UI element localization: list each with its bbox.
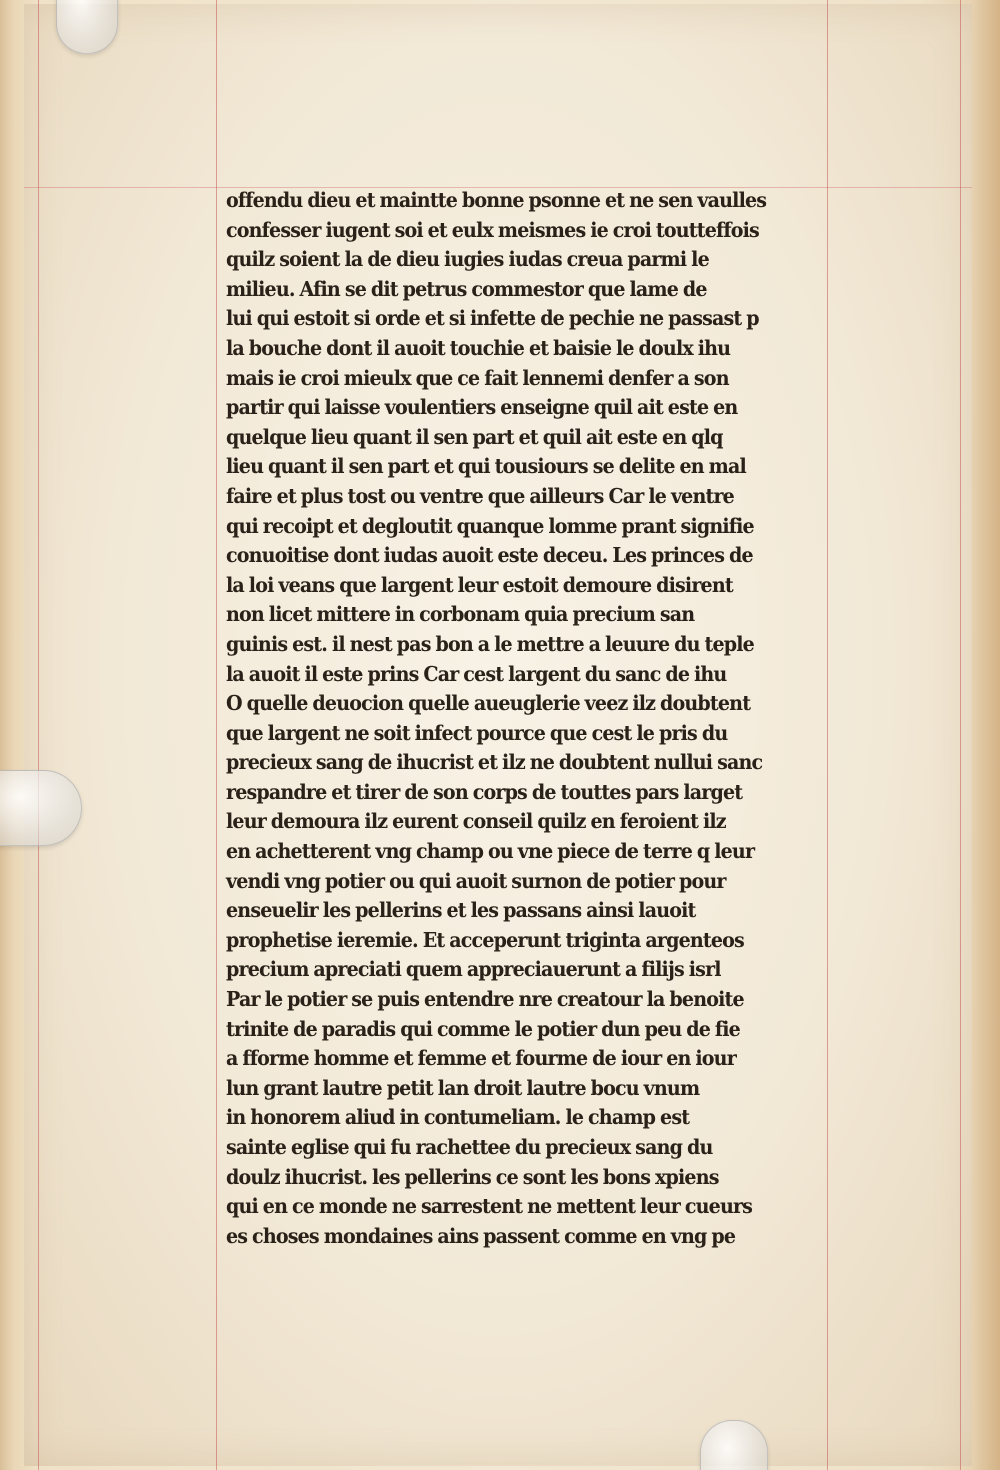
text-line: la auoit il este prins Car cest largent du sanc de ihu: [226, 661, 727, 686]
page-edge: [970, 0, 1000, 1470]
text-line: lui qui estoit si orde et si infette de pechie ne passast p: [226, 306, 759, 331]
ruling-line: [216, 0, 217, 1470]
text-line: conuoitise dont iudas auoit este deceu. Les princes de: [226, 543, 753, 568]
text-line: faire et plus tost ou ventre que ailleurs Car le ventre: [226, 483, 734, 508]
text-line: in honorem aliud in contumeliam. le champ est: [226, 1105, 690, 1130]
text-line: mais ie croi mieulx que ce fait lennemi denfer a son: [226, 365, 729, 390]
text-line: vendi vng potier ou qui auoit surnon de potier pour: [226, 868, 726, 893]
text-line: qui recoipt et degloutit quanque lomme prant signifie: [226, 513, 754, 538]
text-line: que largent ne soit infect pource que cest le pris du: [226, 720, 728, 745]
ruling-line: [960, 0, 961, 1470]
text-line: confesser iugent soi et eulx meismes ie croi toutteffois: [226, 217, 759, 242]
text-line: milieu. Afin se dit petrus commestor que lame de: [226, 276, 707, 301]
text-line: offendu dieu et maintte bonne psonne et ne sen vaulles: [226, 188, 767, 212]
text-line: en achetterent vng champ ou vne piece de terre q leur: [226, 839, 755, 864]
text-line: respandre et tirer de son corps de touttes pars larget: [226, 779, 743, 804]
text-line: doulz ihucrist. les pellerins ce sont les bons xpiens: [226, 1164, 719, 1189]
text-line: leur demoura ilz eurent conseil quilz en feroient ilz: [226, 809, 726, 834]
text-line: guinis est. il nest pas bon a le mettre a leuure du teple: [226, 631, 754, 656]
text-line: non licet mittere in corbonam quia precium san: [226, 602, 695, 627]
text-line: enseuelir les pellerins et les passans ainsi lauoit: [226, 898, 696, 923]
text-line: O quelle deuocion quelle aueuglerie veez ilz doubtent: [226, 691, 751, 716]
text-line: qui en ce monde ne sarrestent ne mettent leur cueurs: [226, 1194, 753, 1219]
text-line: partir qui laisse voulentiers enseigne quil ait este en: [226, 395, 738, 420]
text-line: quilz soient la de dieu iugies iudas creua parmi le: [226, 247, 709, 272]
text-line: precium apreciati quem appreciauerunt a filijs isrl: [226, 957, 721, 982]
text-line: Par le potier se puis entendre nre creatour la benoite: [226, 987, 744, 1012]
text-line: lun grant lautre petit lan droit lautre bocu vnum: [226, 1075, 700, 1100]
text-line: la bouche dont il auoit touchie et baisie le doulx ihu: [226, 335, 731, 360]
text-line: quelque lieu quant il sen part et quil ait este en qlq: [226, 424, 723, 449]
text-line: es choses mondaines ains passent comme en vng pe: [226, 1223, 736, 1248]
text-line: precieux sang de ihucrist et ilz ne doubtent nullui sanc: [226, 750, 763, 775]
text-line: la loi veans que largent leur estoit demoure disirent: [226, 572, 733, 597]
text-line: prophetise ieremie. Et acceperunt triginta argenteos: [226, 927, 744, 952]
ruling-line: [38, 0, 39, 1470]
text-line: trinite de paradis qui comme le potier dun peu de fie: [226, 1016, 740, 1041]
text-line: a fforme homme et femme et fourme de iour en iour: [226, 1046, 736, 1071]
text-line: lieu quant il sen part et qui tousiours se delite en mal: [226, 454, 746, 479]
manuscript-text-block: [226, 186, 866, 1251]
page-clip-left: [0, 770, 82, 846]
text-line: sainte eglise qui fu rachettee du precieux sang du: [226, 1135, 713, 1159]
